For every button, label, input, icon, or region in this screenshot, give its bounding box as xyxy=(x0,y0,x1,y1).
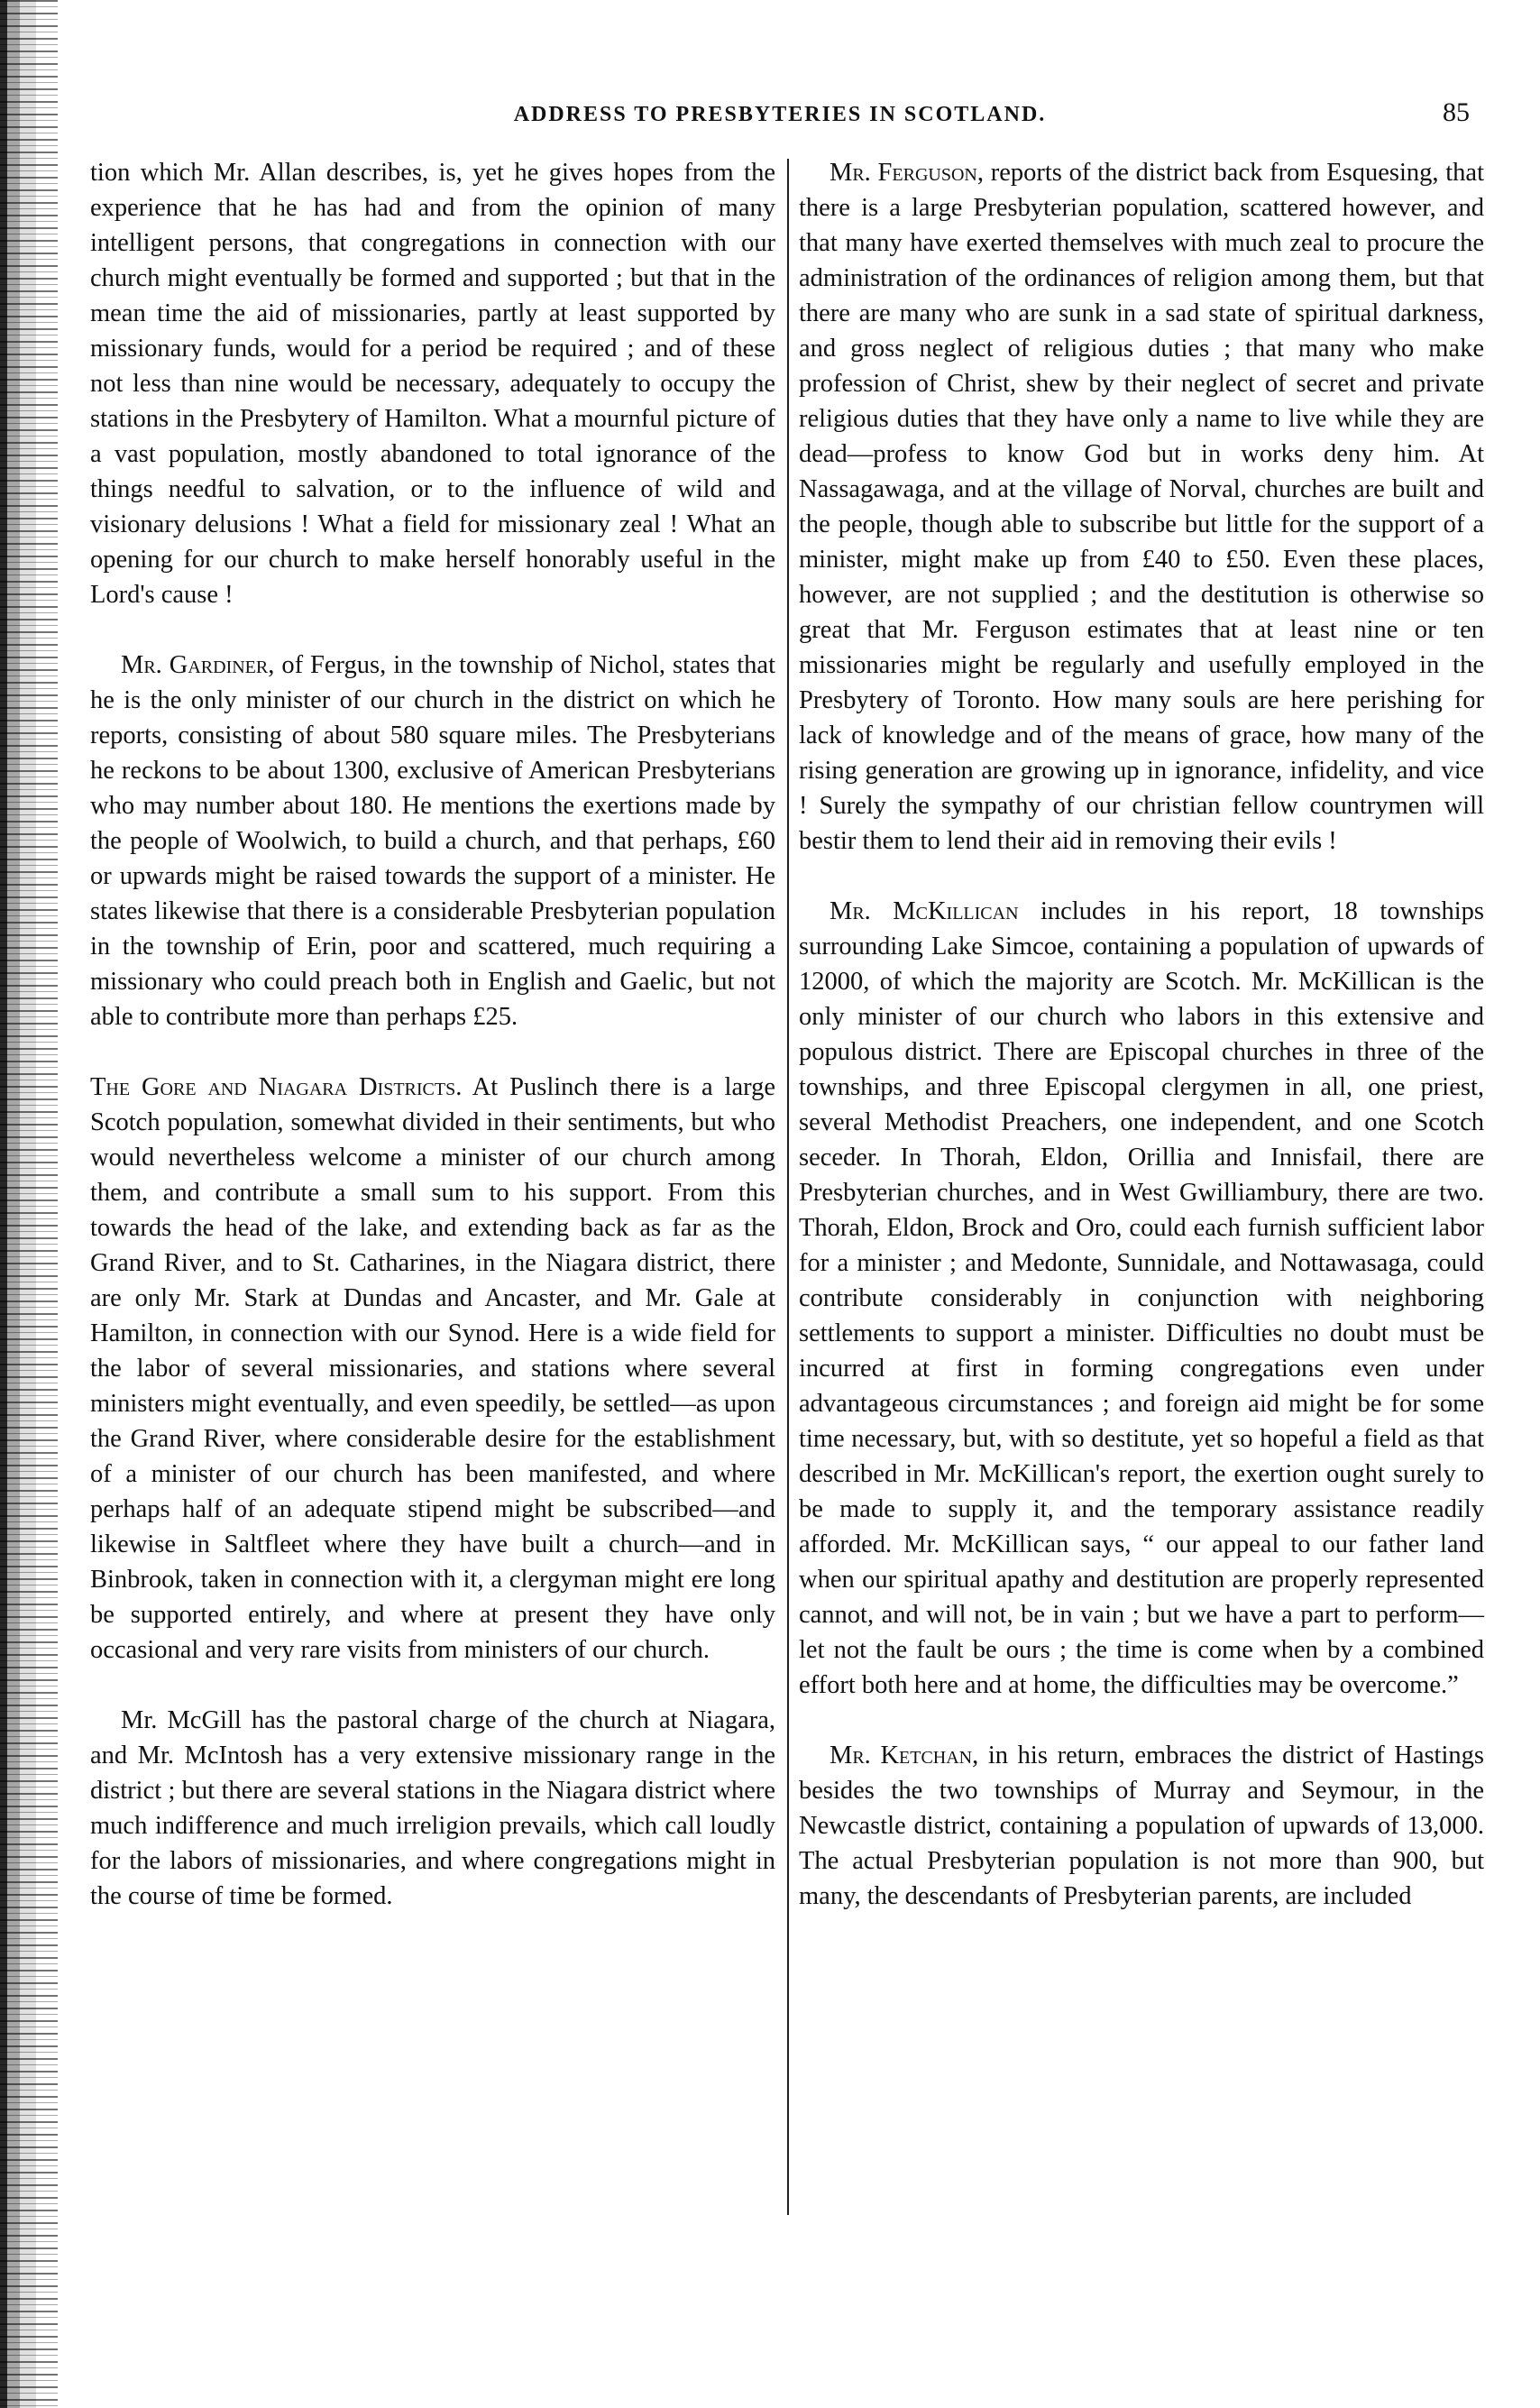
paragraph-gardiner xyxy=(90,648,775,1034)
paragraph-lead: Mr. Gardiner, xyxy=(121,651,275,679)
page-header xyxy=(90,97,1470,139)
section-heading: The Gore and Niagara Districts. xyxy=(90,1073,463,1101)
paragraph-gore-niagara xyxy=(90,1070,775,1668)
paragraph-text: in his return, embraces the district of Hastings besides the two townships of Murray and Seymour, in the Newcastle district, containing a population of upwards of 13,000. The actual Presbyterian population is not more than 900, but many, the descendants of Presbyterian parents, are included xyxy=(799,1742,1484,1910)
paragraph-text: reports of the district back from Esquesing, that there is a large Presbyterian population, scattered however, and that many have exerted themselves with much zeal to procure the administration of the ordinances of religion among them, but that there are many who are sunk in a sad state of spiritual darkness, and gross neglect of religious duties ; that many who make profession of Christ, shew by their neglect of secret and private religious duties that they have only a name to live while they are dead—profess to know God but in works deny him. At Nassagawaga, and at the village of Norval, churches are built and the people, though able to subscribe but little for the support of a minister, might make up from £40 to £50. Even these places, however, are not supplied ; and the destitution is otherwise so great that Mr. Ferguson estimates that at least nine or ten missionaries might be regularly and usefully employed in the Presbytery of Toronto. How many souls are here perishing for lack of knowledge and of the means of grace, how many of the rising generation are growing up in ignorance, infidelity, and vice ! Surely the sympathy of our christian fellow countrymen will bestir them to lend their aid in removing their evils ! xyxy=(799,159,1485,855)
paragraph-ferguson xyxy=(799,155,1484,859)
paragraph-ketchan xyxy=(799,1738,1484,1914)
paragraph-lead: Mr. McKillican xyxy=(830,897,1019,925)
paragraph-text: includes in his report, 18 townships surrounding Lake Simcoe, containing a population of upwards of 12000, of which the majority are Scotch. Mr. McKillican is the only minister of our church who labors in this extensive and populous district. There are Episcopal churches in three of the townships, and three Episcopal clergymen in all, one priest, several Methodist Preachers, one independent, and one Scotch seceder. In Thorah, Eldon, Orillia and Innisfail, there are Presbyterian churches, and in West Gwilliambury, there are two. Thorah, Eldon, Brock and Oro, could each furnish sufficient labor for a minister ; and Medonte, Sunnidale, and Nottawasaga, could contribute considerably in conjunction with neighboring settlements to support a minister. Difficulties no doubt must be incurred at first in forming congregations even under advantageous circumstances ; and foreign aid might be for some time necessary, but, with so destitute, yet so hopeful a field as that described in Mr. McKillican's report, the exertion ought surely to be made to supply it, and the temporary assistance readily afforded. Mr. McKillican says, “ our appeal to our father land when our spiritual apathy and destitution are properly represented cannot, and will not, be in vain ; but we have a part to perform—let not the fault be ours ; the time is come when by a combined effort both here and at home, the difficulties may be overcome.” xyxy=(799,897,1484,1699)
scanned-binding-edge xyxy=(0,0,58,2408)
paragraph-lead: Mr. Ketchan, xyxy=(830,1742,979,1769)
left-column xyxy=(90,155,775,1949)
paragraph-text: of Fergus, in the township of Nichol, states that he is the only minister of our church in the district on which he reports, consisting of about 580 square miles. The Presbyterians he reckons to be about 1300, exclusive of American Presbyterians who may number about 180. He mentions the exertions made by the people of Woolwich, to build a church, and that perhaps, £60 or upwards might be raised towards the support of a minister. He states likewise that there is a considerable Presbyterian population in the township of Erin, poor and scattered, much requiring a missionary who could preach both in English and Gaelic, but not able to contribute more than perhaps £25. xyxy=(90,651,775,1031)
column-divider xyxy=(787,159,789,2215)
paragraph-allan-continued: tion which Mr. Allan describes, is, yet he gives hopes from the experience that he has had and from the opinion of many intelligent persons, that congregations in connection with our church might eventually be formed and supported ; but that in the mean time the aid of missionaries, partly at least supported by missionary funds, would for a period be required ; and of these not less than nine would be necessary, adequately to occupy the stations in the Presbytery of Hamilton. What a mournful picture of a vast population, mostly abandoned to total ignorance of the things needful to salvation, or to the influence of wild and visionary delusions ! What a field for missionary zeal ! What an opening for our church to make herself honorably useful in the Lord's cause ! xyxy=(90,159,775,609)
page-number: 85 xyxy=(1443,97,1470,127)
paragraph-text: At Puslinch there is a large Scotch population, somewhat divided in their sentiments, but who would nevertheless welcome a minister of our church among them, and contribute a small sum to his support. From this towards the head of the lake, and extending back as far as the Grand River, and to St. Catharines, in the Niagara district, there are only Mr. Stark at Dundas and Ancaster, and Mr. Gale at Hamilton, in connection with our Synod. Here is a wide field for the labor of several missionaries, and stations where several ministers might eventually, and even speedily, be settled—as upon the Grand River, where considerable desire for the establishment of a minister of our church has been manifested, and where perhaps half of an adequate stipend might be subscribed—and likewise in Saltfleet where they have built a church—and in Binbrook, taken in connection with it, a clergyman might ere long be supported entirely, and where at present they have only occasional and very rare visits from ministers of our church. xyxy=(90,1073,775,1664)
paragraph-mcgill: Mr. McGill has the pastoral charge of the church at Niagara, and Mr. McIntosh has a very extensive missionary range in the district ; but there are several stations in the Niagara district where much indifference and much irreligion prevails, which call loudly for the labors of missionaries, and where congregations might in the course of time be formed. xyxy=(90,1706,775,1910)
running-head: ADDRESS TO PRESBYTERIES IN SCOTLAND. xyxy=(513,103,1047,126)
paragraph-mckillican xyxy=(799,894,1484,1703)
right-column xyxy=(799,155,1484,1949)
paragraph-lead: Mr. Ferguson, xyxy=(830,159,984,187)
